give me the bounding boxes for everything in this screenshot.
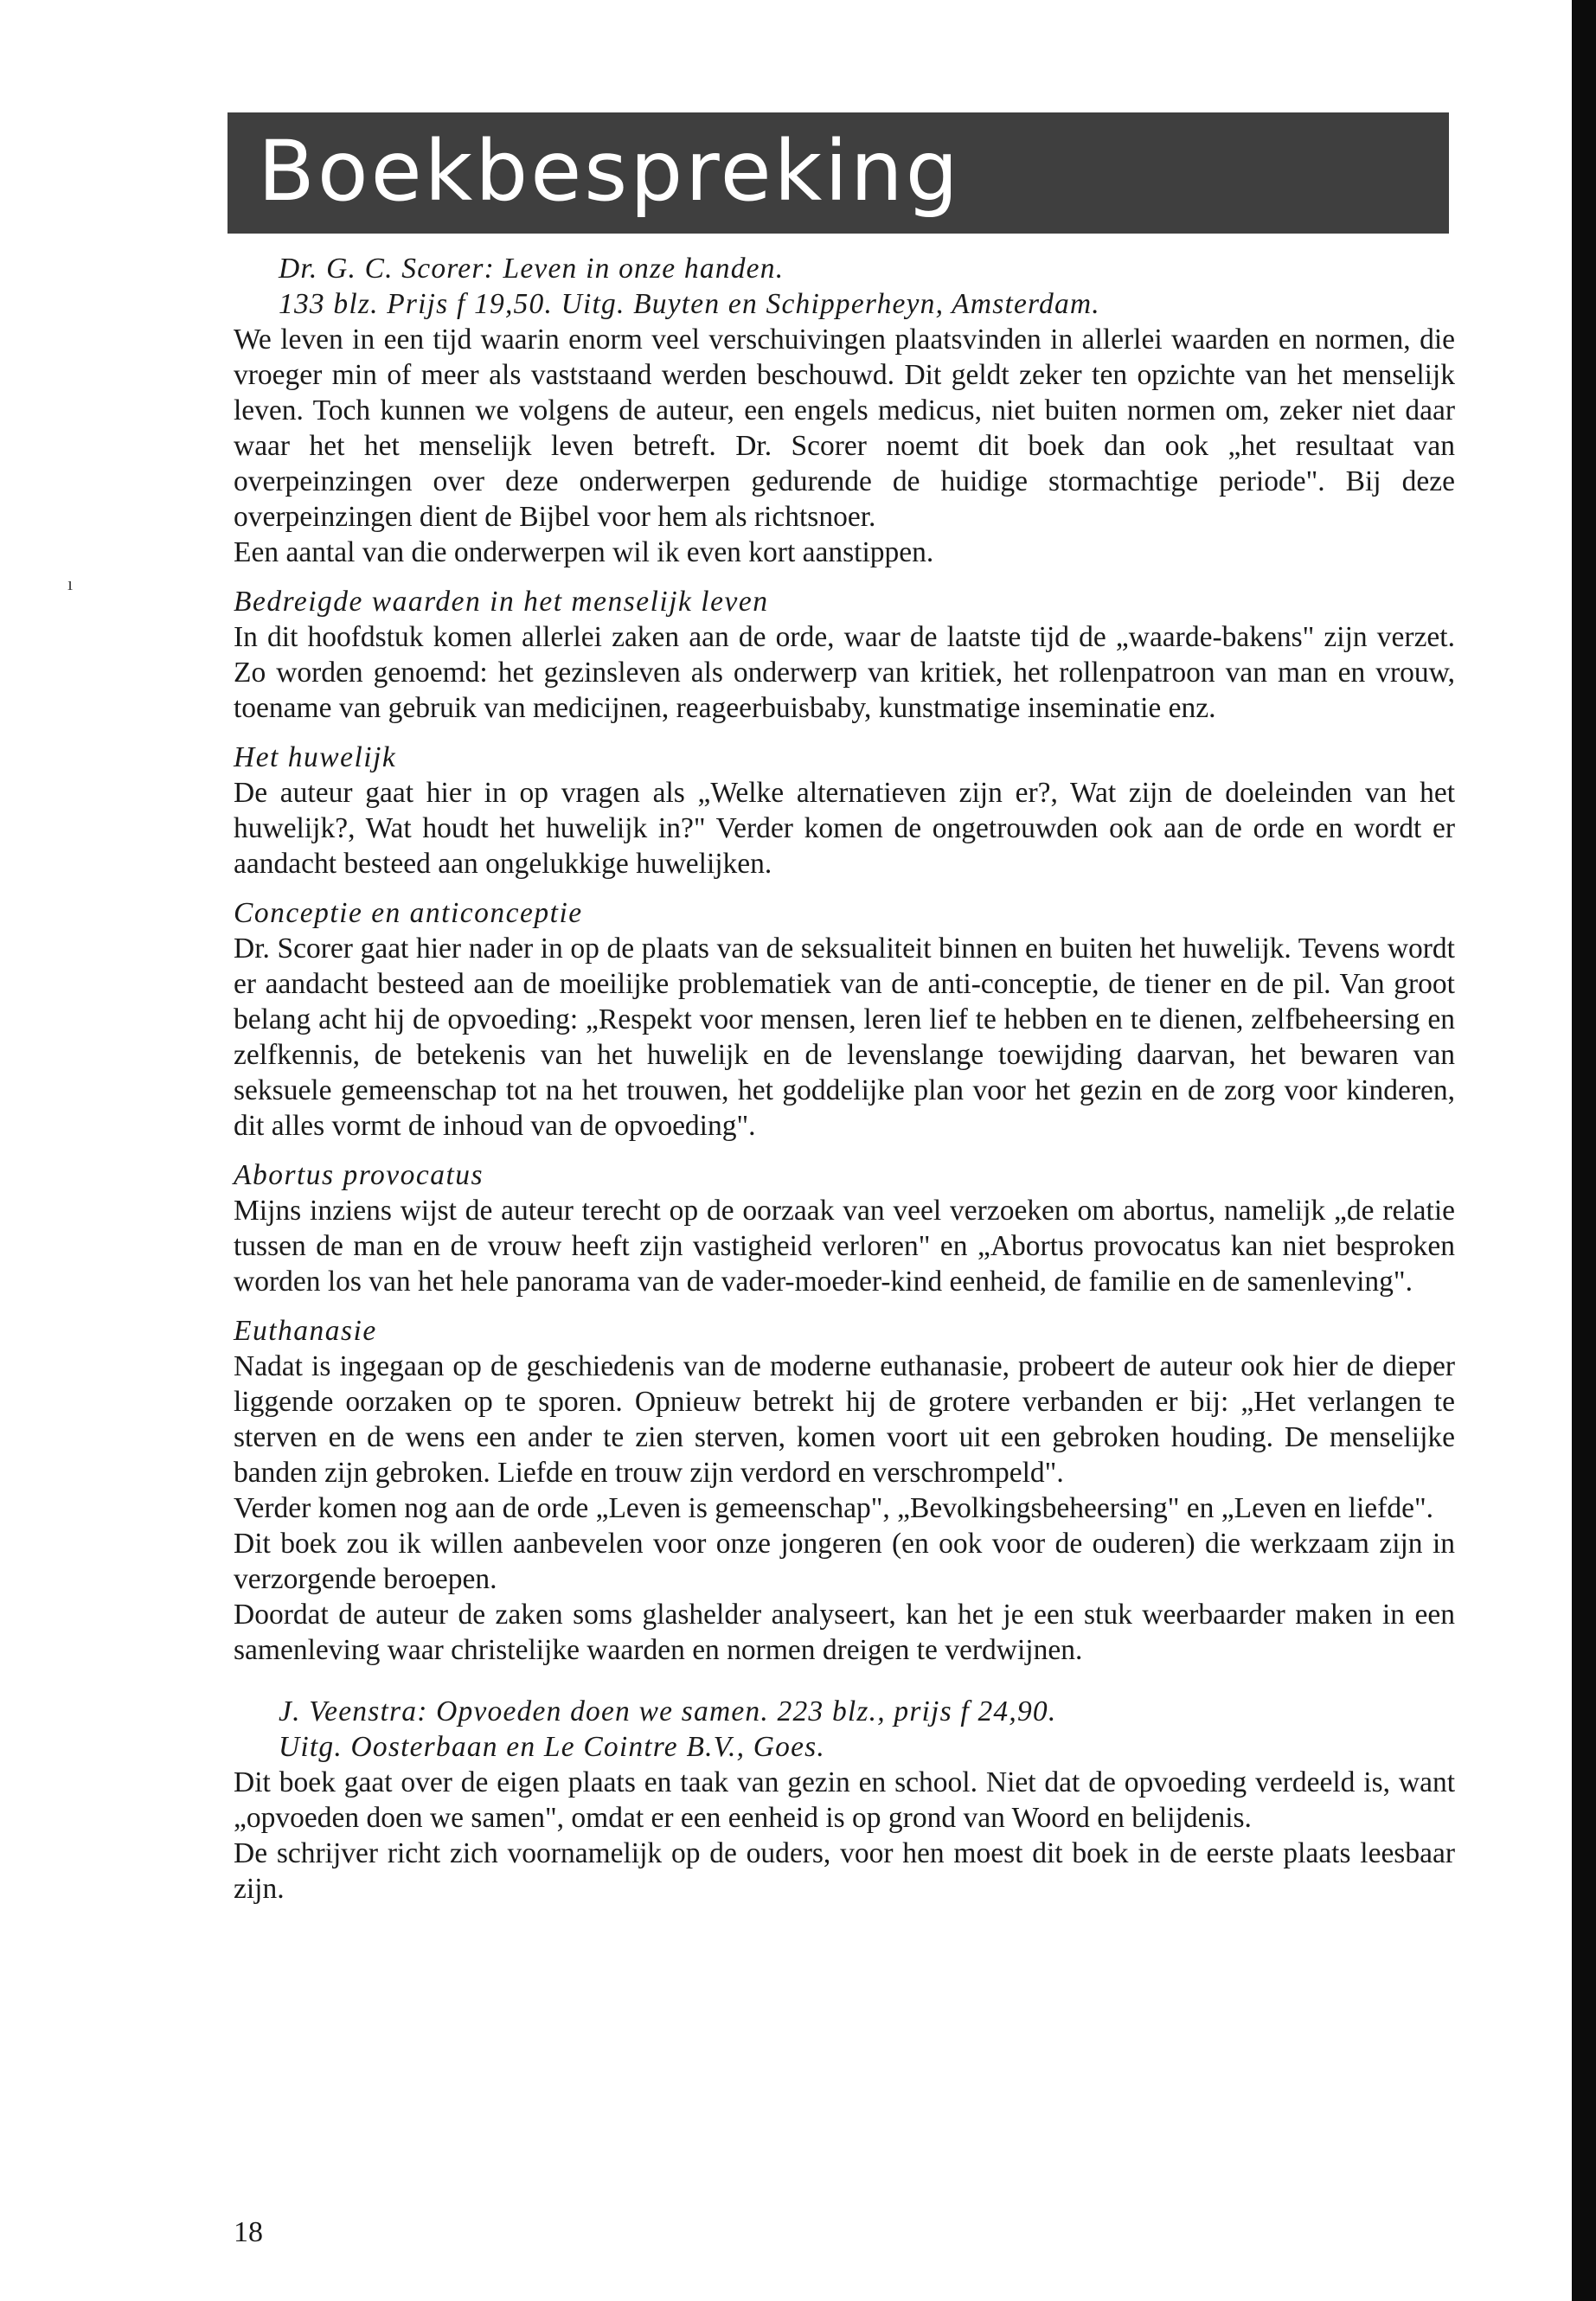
section-paragraph: Nadat is ingegaan op de geschiedenis van de moderne euthanasie, probeert de auteur ook hier de dieper liggende oorzaken op te sporen. Opnieuw betrekt hij de grotere verbanden er bij: „Het verlangen te sterven en de wens een ander te zien sterven, komen voort uit een gebroken houding. De menselijke banden zijn gebroken. Liefde en trouw zijn verdord en verschrompeld". <box>234 1350 1455 1489</box>
section-heading: Euthanasie <box>234 1315 377 1347</box>
section-paragraph: Verder komen nog aan de orde „Leven is gemeenschap", „Bevolkingsbeheersing" en „Leven en liefde". <box>234 1492 1433 1524</box>
intro-paragraph: We leven in een tijd waarin enorm veel verschuivingen plaatsvinden in allerlei waarden en normen, die vroeger min of meer als vaststaand werden beschouwd. Dit geldt zeker ten opzichte van het menselijk leven. Toch kunnen we volgens de auteur, een engels medicus, niet buiten normen om, zeker niet daar waar het het menselijk leven betreft. Dr. Scorer noemt dit boek dan ook „het resultaat van overpeinzingen over deze onderwerpen gedurende de huidige stormachtige periode". Bij deze overpeinzingen dient de Bijbel voor hem als richtsnoer. <box>234 324 1455 533</box>
review-paragraph: Dit boek gaat over de eigen plaats en taak van gezin en school. Niet dat de opvoeding verdeeld is, want „opvoeden doen we samen", omdat er een eenheid is op grond van Woord en belijdenis. <box>234 1766 1455 1834</box>
section-paragraph: In dit hoofdstuk komen allerlei zaken aan de orde, waar de laatste tijd de „waarde-bakens" zijn verzet. Zo worden genoemd: het gezinsleven als onderwerp van kritiek, het rollenpatroon van man en vrouw, toename van gebruik van medicijnen, reageerbuisbaby, kunstmatige inseminatie enz. <box>234 621 1455 724</box>
book-citation-title-2: J. Veenstra: Opvoeden doen we samen. 223 blz., prijs f 24,90. <box>279 1695 1057 1727</box>
section-heading: Het huwelijk <box>234 741 397 773</box>
section-heading: Abortus provocatus <box>234 1159 484 1191</box>
section-paragraph: Dit boek zou ik willen aanbevelen voor onze jongeren (en ook voor de ouderen) die werkzaam zijn in verzorgende beroepen. <box>234 1528 1455 1595</box>
header-banner <box>228 112 1449 234</box>
page-number: 18 <box>234 2216 263 2248</box>
section-heading: Conceptie en anticonceptie <box>234 897 583 929</box>
margin-mark: ı <box>67 573 74 594</box>
book-citation-details: 133 blz. Prijs f 19,50. Uitg. Buyten en Schipperheyn, Amsterdam. <box>279 288 1100 320</box>
review-paragraph: De schrijver richt zich voornamelijk op de ouders, voor hen moest dit boek in de eerste plaats leesbaar zijn. <box>234 1837 1455 1905</box>
section-paragraph: Doordat de auteur de zaken soms glashelder analyseert, kan het je een stuk weerbaarder maken in een samenleving waar christelijke waarden en normen dreigen te verdwijnen. <box>234 1599 1455 1666</box>
scan-edge <box>1572 0 1596 2301</box>
book-citation-details-2: Uitg. Oosterbaan en Le Cointre B.V., Goes. <box>279 1731 825 1763</box>
section-paragraph: Mijns inziens wijst de auteur terecht op de oorzaak van veel verzoeken om abortus, namelijk „de relatie tussen de man en de vrouw heeft zijn vastigheid verloren" en „Abortus provocatus kan niet besproken worden los van het hele panorama van de vader-moeder-kind eenheid, de familie en de samenleving". <box>234 1195 1455 1298</box>
page-title: Boekbespreking <box>258 123 961 220</box>
section-paragraph: Dr. Scorer gaat hier nader in op de plaats van de seksualiteit binnen en buiten het huwelijk. Tevens wordt er aandacht besteed aan de moeilijke problematiek van de anti-conceptie, de tiener en de pil. Van groot belang acht hij de opvoeding: „Respekt voor mensen, leren lief te hebben en te dienen, zelfbeheersing en zelfkennis, de betekenis van het huwelijk en de levenslange toewijding daarvan, het bewaren van seksuele gemeenschap tot na het trouwen, het goddelijke plan voor het gezin en de zorg voor kinderen, dit alles vormt de inhoud van de opvoeding". <box>234 933 1455 1142</box>
section-heading: Bedreigde waarden in het menselijk leven <box>234 586 769 618</box>
section-paragraph: De auteur gaat hier in op vragen als „Welke alternatieven zijn er?, Wat zijn de doeleinden van het huwelijk?, Wat houdt het huwelijk in?" Verder komen de ongetrouwden ook aan de orde en wordt er aandacht besteed aan ongelukkige huwelijken. <box>234 777 1455 880</box>
book-citation-title: Dr. G. C. Scorer: Leven in onze handen. <box>279 253 785 285</box>
article-body <box>234 251 1455 1907</box>
intro-paragraph-2: Een aantal van die onderwerpen wil ik even kort aanstippen. <box>234 536 934 568</box>
